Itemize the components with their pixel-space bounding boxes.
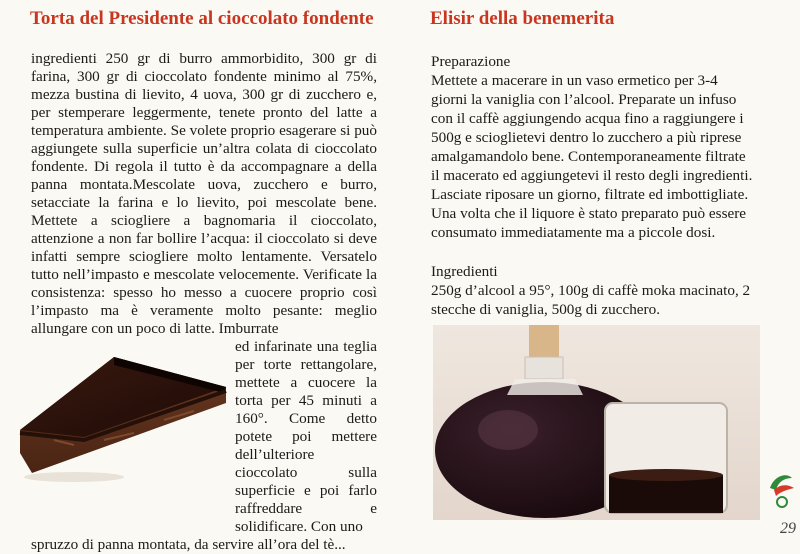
torta-text-last: spruzzo di panna montata, da servire all’ora del tè... bbox=[31, 536, 346, 553]
torta-text-wrap: ed infarinate una teglia per torte rettangolare, mettete a cuocere la torta per 45 minuti a 160°. Come detto potete poi mettere dell’ulteriore cioccolato sulla superficie e poi farlo raffreddare e solidificare. Con uno bbox=[235, 338, 377, 535]
preparation-label: Preparazione bbox=[431, 53, 511, 70]
page-number: 29 bbox=[780, 520, 796, 537]
elisir-recipe-text bbox=[431, 52, 757, 319]
chocolate-cake-image bbox=[14, 345, 230, 485]
liqueur-bottle-image bbox=[433, 325, 760, 520]
decorative-emblem-icon bbox=[766, 470, 796, 512]
ingredients-label: Ingredienti bbox=[431, 263, 498, 280]
torta-text-main: ingredienti 250 gr di burro ammorbidito, 300 gr di farina, 300 gr di cioccolato fondente minimo al 75%, mezza bustina di lievito, 4 uova, 300 gr di zucchero e, per stemperare leggermente, tenete pronto del latte a temperatura ambiente. Se volete proprio esagerare si può aggiungete sulla superficie un’altra colata di cioccolato fondente. Di regola il tutto è da accompagnare a della panna montata.Mescolate uova, zucchero e burro, setacciate la farina e lo lievito, poi mescolate bene. Mettete a sciogliere a bagnomaria il cioccolato, attenzione a non far bollire l’acqua: il cioccolato si deve infatti sempre sciogliere molto lentamente. Versatelo tutto nell’impasto e mescolate velocemente. Verificate la consistenza: spesso ho messo a cuocere proprio così l’impasto ma è veramente molto pesante: meglio allungare con un poco di latte. Imburrate bbox=[31, 50, 377, 337]
ingredients-text: 250g d’alcool a 95°, 100g di caffè moka macinato, 2 stecche di vaniglia, 500g di zucchero. bbox=[431, 282, 751, 318]
preparation-text: Mettete a macerare in un vaso ermetico per 3-4 giorni la vaniglia con l’alcool. Preparate un infuso con il caffè aggiungendo acqua fino a raggiungere i 500g e scioglietevi dentro lo zucchero a più riprese amalgamandolo bene. Contemporaneamente filtrate il macerato ed aggiungetevi il resto degli ingredienti. Lasciate riposare un giorno, filtrate ed imbottigliate. Una volta che il liquore è stato preparato può essere consumato immediatamente ma a piccole dosi. bbox=[431, 72, 753, 241]
recipe-title-elisir: Elisir della benemerita bbox=[430, 8, 615, 29]
recipe-title-torta: Torta del Presidente al cioccolato fondente bbox=[30, 8, 374, 29]
